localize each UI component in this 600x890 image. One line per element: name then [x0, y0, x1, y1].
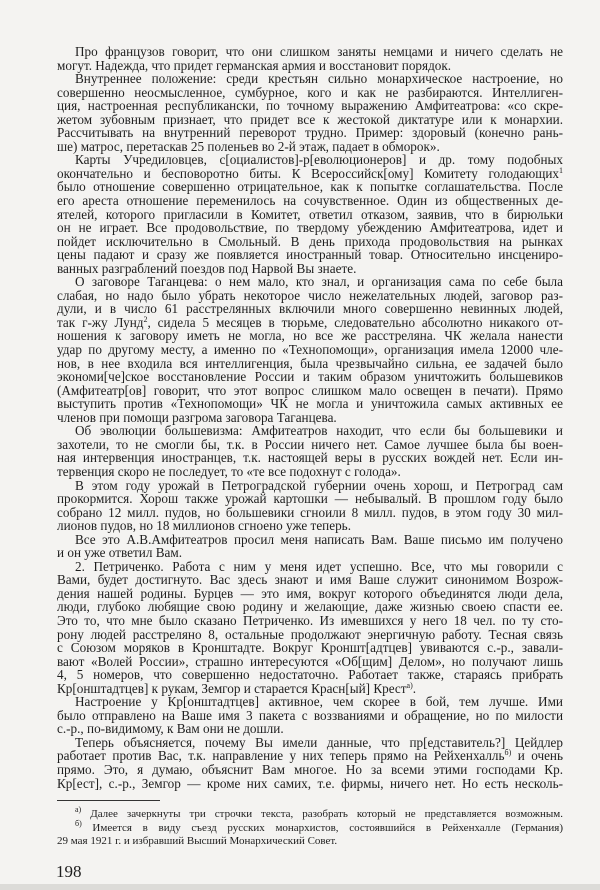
- text-line: ция, настроенная республикански, по точному выражению Амфитеатрова: «со скре-: [57, 98, 563, 114]
- text-line: совершенно неосмысленное, сумбурное, кого и как не разбираются. Интеллиген-: [57, 84, 563, 100]
- text-line: с Союзом моряков в Кронштадте. Вокруг Кроншт[адтцев] увиваются с.-р., завали-: [57, 640, 563, 656]
- text-line: прокормится. Хорош также урожай картошки — небывалый. В прошлом году было: [57, 491, 563, 507]
- text-line: Внутреннее положение: среди крестьян сильно монархическое настроение, но: [75, 71, 563, 87]
- text-line: ванных разграблений поездов под Нарвой Вы знаете.: [57, 260, 357, 276]
- footnote-text: Имеется в виду съезд русских монархистов, состоявшийся в Рейхенхалле (Германия): [92, 821, 563, 834]
- text-line: работает против Вас, т.к. направление у них теперь прямо на Рейхенхалль$^{б)}$ и очень: [57, 748, 564, 764]
- text-line: люди, глубоко любящие свою родину и желающие, даже жизнью своею спасти ее.: [57, 599, 563, 615]
- text-line: он не играет. Все продовольствие, по твердому убеждению Амфитеатрова, идет и: [57, 220, 563, 236]
- text-line: дули, и в число 61 расстрелянных включили много совершенно невинных людей,: [57, 301, 563, 317]
- page-number: 198: [56, 862, 82, 881]
- text-line: Теперь объясняется, почему Вы имели данные, что пр[едставитель?] Цейдлер: [75, 734, 563, 750]
- footnote-divider: [57, 800, 160, 801]
- text-line: 4, 5 номеров, что совершенно недостаточно. Работает также, стараясь прибрать: [57, 667, 563, 683]
- paragraph: [57, 153, 563, 275]
- text-line: цены падают и сразу же появляется иностранный товар. Относительно инсцениро-: [57, 247, 563, 263]
- text-line: нов, в нее входила вся интеллигенция, была чрезвычайно сильна, ее задачей было: [57, 355, 563, 371]
- text-line: Рассчитывать на внутренний переворот трудно. Пример: здоровый (конечно рань-: [57, 125, 563, 141]
- footnote-b: [57, 818, 563, 836]
- text-line: жетом зубовным признает, что придет все к жестокой диктатуре или к монархии.: [57, 111, 563, 127]
- text-line: Все это А.В.Амфитеатров просил меня написать Вам. Ваше письмо им получено: [75, 531, 563, 547]
- text-line: и он уже ответил Вам.: [57, 545, 182, 561]
- text-line: ная интервенция иностранцев, т.к. настоящей веры в русских вождей нет. Если ин-: [57, 450, 563, 466]
- paragraph: [57, 45, 563, 72]
- text-line: собрано 12 милл. пудов, но большевики сгноили 8 милл. пудов, в этом году 30 мил-: [57, 504, 563, 520]
- text-line: Вами, будет достигнуто. Вас здесь знают и имя Ваше служит синонимом Возрож-: [57, 572, 563, 588]
- paragraph: [57, 560, 563, 695]
- paragraph: [57, 424, 563, 478]
- text-line: вают «Волей России», страшно интересуются «Об[щим] Делом», но получают лишь: [57, 653, 563, 669]
- text-line: экономи[че]ское восстановление России и таким образом уничтожить большевиков: [57, 369, 563, 385]
- footnote-mark: а): [75, 805, 82, 814]
- text-line: тервенция скоро не последует, то «те все подохнут с голода».: [57, 463, 401, 479]
- text-line: О заговоре Таганцева: о нем мало, кто знал, и организация сама по себе была: [75, 274, 563, 290]
- text-line: было отношение совершенно отрицательное, как к попытке соглашательства. После: [57, 179, 563, 195]
- text-line: Об эволюции большевизма: Амфитеатров находит, что если бы большевики и: [75, 423, 563, 439]
- text-line: ше) матрос, перетаскав 25 поленьев во 2-й этаж, падает в обморок».: [57, 138, 440, 154]
- footnote-b-continued: 29 мая 1921 г. и избравший Высший Монархический Совет.: [57, 835, 338, 848]
- paragraph: [57, 736, 563, 790]
- text-line: выступить против «Технопомощи» ЧК не могла и уничтожила самых активных ее: [57, 396, 563, 412]
- text-line: удар по другому месту, а именно по «Технопомощи», организация имела 12000 чле-: [57, 342, 563, 358]
- text-line: ношения к заговору иметь не могла, но все же расстреляна. ЧК желала нанести: [57, 328, 563, 344]
- scan-edge: [0, 884, 600, 890]
- text-line: Это то, что мне было сказано Петриченко. Из имевшихся у него 18 чел. по ту сто-: [57, 612, 563, 628]
- text-line: окончательно и бесповоротно биты. К Всероссийск[ому] Комитету голодающих$^1$: [57, 165, 563, 181]
- text-line: членов при помощи разгрома заговора Таганцева.: [57, 409, 337, 425]
- text-line: дения нашей родины. Бурцев — это имя, вокруг которого объединятся люди дела,: [57, 585, 563, 601]
- paragraph: [57, 695, 563, 736]
- text-line: пойдет исключительно в Смольный. В день прихода продовольствия на рынках: [57, 233, 563, 249]
- paragraph: [57, 275, 563, 424]
- text-line: В этом году урожай в Петроградской губернии очень хорош, и Петроград сам: [75, 477, 563, 493]
- text-line: захотели, то не смогли бы, т.к. в России ничего нет. Самое лучшее была бы воен-: [57, 436, 563, 452]
- text-line: с.-р., по-видимому, к Вам они не дошли.: [57, 721, 284, 737]
- text-line: так г-жу Лунд$^2$, сидела 5 месяцев в тюрьме, следовательно абсолютно никакого от-: [57, 314, 563, 330]
- text-line: лионов пудов, но 18 миллионов сгноено уже теперь.: [57, 518, 351, 534]
- text-line: рону людей расстреляно 8, остальные продолжают энергичную работу. Тесная связь: [57, 626, 563, 642]
- footnote-mark: б): [75, 818, 82, 828]
- text-line: слабая, но надо было убрать некоторое число нежелательных людей, заговор раз-: [57, 287, 563, 303]
- text-line: Кр[ест], с.-р., Земгор — кроме них самих, т.е. фирмы, ничего нет. Но есть несколь-: [57, 775, 563, 791]
- text-line: Настроение у Кр[онштадтцев] активное, чем скорее в бой, тем лучше. Ими: [75, 694, 563, 710]
- text-line: Карты Учредиловцев, с[оциалистов]-р[еволюционеров] и др. тому подобных: [75, 152, 563, 168]
- text-line: ятелей, которого пригласили в Комитет, ответил отказом, заявив, что в бирюльки: [57, 206, 563, 222]
- paragraph: [57, 533, 563, 560]
- text-line: прямо. Это, я думаю, объяснит Вам многое. Но за всеми этими господами Кр.: [57, 761, 563, 777]
- text-line: его ареста отношение переменилось на сочувственное. Один из общественных де-: [57, 193, 563, 209]
- text-line: (Амфитеатр[ов] говорит, что этот вопрос слишком мало освещен в печати). Прямо: [57, 382, 563, 398]
- text-line: могут. Надежда, что придет германская армия и восстановит порядок.: [57, 57, 452, 73]
- footnotes: [57, 805, 563, 849]
- text-line: 2. Петриченко. Работа с ним у меня идет успешно. Все, что мы говорили с: [75, 558, 563, 574]
- footnote-text: Далее зачеркнуты три строчки текста, разобрать который не представляется возможным.: [90, 808, 563, 820]
- footnote-a: [57, 805, 563, 822]
- paragraph: [57, 72, 563, 153]
- body-text: [57, 45, 563, 790]
- text-line: было отправлено на Ваше имя 3 пакета с воззваниями и обращение, но по милости: [57, 707, 563, 723]
- paragraph: [57, 479, 563, 533]
- text-line: Кр[онштадтцев] к рукам, Земгор и старается Красн[ый] Крест$^{а)}$.: [57, 680, 417, 696]
- text-line: Про французов говорит, что они слишком заняты немцами и ничего сделать не: [75, 44, 563, 59]
